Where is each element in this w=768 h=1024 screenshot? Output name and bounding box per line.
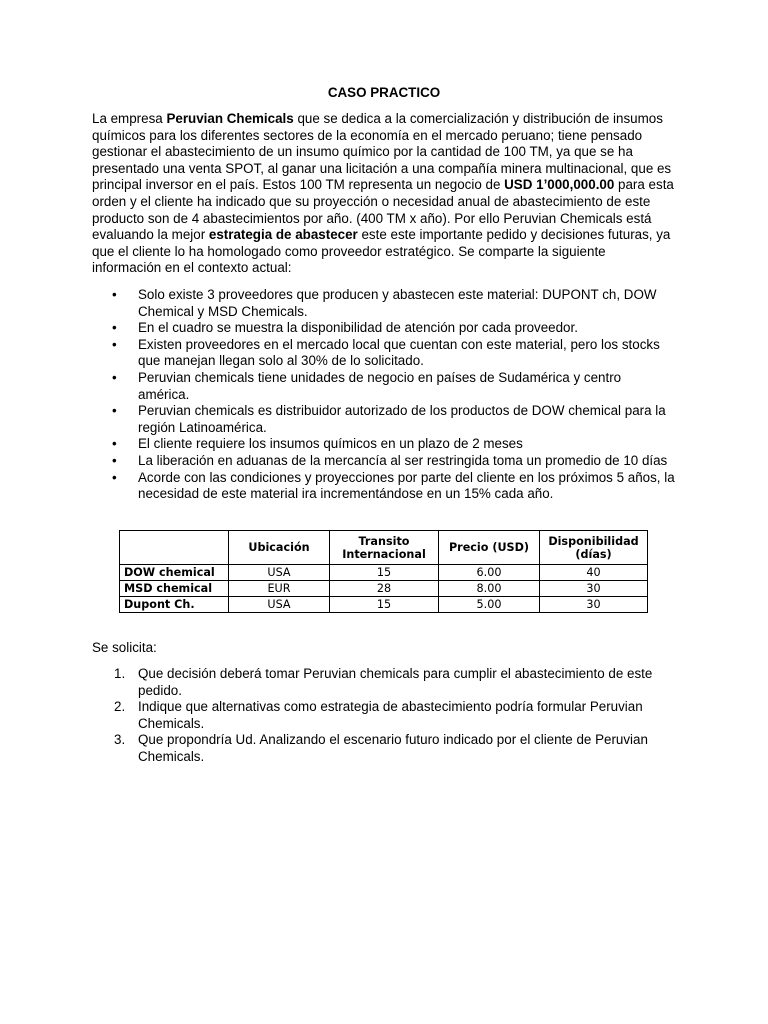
list-item (92, 287, 676, 320)
list-item (92, 337, 676, 370)
table-header-location: Ubicación (229, 531, 330, 565)
list-item-text: Existen proveedores en el mercado local que cuentan con este material, pero los stocks que manejan llegan solo al 30% de lo solicitado. (138, 336, 660, 369)
list-item-text: Peruvian chemicals es distribuidor autorizado de los productos de DOW chemical para la región Latinoamérica. (138, 403, 666, 435)
table-row (120, 565, 648, 581)
intro-text-4: este este importante pedido y decisiones futuras, ya que el cliente lo ha homologado como proveedor estratégico. Se comparte la siguiente información en el contexto actual: (92, 227, 671, 276)
list-item-text: Que decisión deberá tomar Peruvian chemicals para cumplir el abastecimiento de este pedido. (138, 666, 653, 698)
table-header-price: Precio (USD) (439, 531, 540, 565)
list-item (92, 732, 676, 765)
list-item (92, 699, 676, 732)
bullet-icon: • (112, 287, 117, 302)
request-label: Se solicita: (92, 640, 157, 655)
table-header-blank (120, 531, 229, 565)
supplier-table (119, 530, 648, 613)
bullet-icon: • (112, 320, 117, 336)
list-item-text: En el cuadro se muestra la disponibilidad de atención por cada proveedor. (138, 320, 578, 336)
list-number: 3. (114, 732, 126, 748)
bullet-icon: • (112, 436, 117, 452)
list-number: 2. (114, 699, 126, 715)
context-bullet-list (92, 287, 676, 503)
table-cell-supplier: MSD chemical (120, 581, 229, 597)
company-name: Peruvian Chemicals (166, 111, 294, 126)
table-header-row (120, 531, 648, 565)
intro-text-1: La empresa (92, 111, 167, 126)
intro-text-3: para esta orden y el cliente ha indicado que su proyección o necesidad anual de abastecimiento de este producto son de 4 abastecimientos por año. (400 TM x año). Por ello Peruvian Chemicals está evaluando la mejor (92, 177, 674, 243)
table-cell-availability: 30 (540, 597, 648, 613)
intro-text-2: que se dedica a la comercialización y distribución de insumos químicos para los diferentes sectores de la economía en el mercado peruano; tiene pensado gestionar el abastecimiento de un insumo químico por la cantidad de 100 TM, ya que se ha presentado una venta SPOT, al ganar una licitación a una compañía minera multinacional, que es principal inversor en el país. Estos 100 TM representa un negocio de (92, 111, 672, 193)
table-cell-supplier: DOW chemical (120, 565, 229, 581)
list-item-text: Peruvian chemicals tiene unidades de negocio en países de Sudamérica y centro américa. (138, 369, 622, 402)
table-cell-transit: 15 (330, 597, 439, 613)
page-title: CASO PRACTICO (327, 85, 441, 100)
list-item-text: Indique que alternativas como estrategia de abastecimiento podría formular Peruvian Chemicals. (138, 699, 643, 731)
table-row (120, 581, 648, 597)
table-cell-price: 5.00 (439, 597, 540, 613)
list-item (92, 453, 676, 470)
table-row (120, 597, 648, 613)
list-item (92, 436, 676, 453)
table-cell-transit: 28 (330, 581, 439, 597)
order-amount: USD 1’000,000.00 (504, 177, 615, 193)
list-item-text: Solo existe 3 proveedores que producen y abastecen este material: DUPONT ch, DOW Chemical y MSD Chemicals. (138, 287, 657, 319)
bullet-icon: • (112, 336, 117, 352)
table-cell-location: USA (229, 565, 330, 581)
table-cell-price: 8.00 (439, 581, 540, 597)
list-item-text: El cliente requiere los insumos químicos en un plazo de 2 meses (138, 436, 523, 452)
list-item-text: La liberación en aduanas de la mercancía al ser restringida toma un promedio de 10 días (138, 452, 668, 468)
bullet-icon: • (112, 469, 117, 485)
table-cell-supplier: Dupont Ch. (120, 597, 229, 613)
table-cell-transit: 15 (330, 565, 439, 581)
table-cell-availability: 40 (540, 565, 648, 581)
list-item (92, 320, 676, 337)
list-number: 1. (114, 666, 126, 681)
list-item (92, 666, 676, 699)
table-header-transit: Transito Internacional (330, 531, 439, 565)
table-cell-price: 6.00 (439, 565, 540, 581)
table-header-availability: Disponibilidad (días) (540, 531, 648, 565)
table-cell-location: USA (229, 597, 330, 613)
bullet-icon: • (112, 452, 117, 468)
table-cell-location: EUR (229, 581, 330, 597)
list-item-text: Que propondría Ud. Analizando el escenario futuro indicado por el cliente de Peruvian Chemicals. (138, 732, 648, 764)
table-cell-availability: 30 (540, 581, 648, 597)
list-item-text: Acorde con las condiciones y proyecciones por parte del cliente en los próximos 5 años, la necesidad de este material ira incrementándose en un 15% cada año. (138, 469, 675, 502)
list-item (92, 370, 676, 403)
intro-paragraph (92, 111, 676, 277)
list-item (92, 403, 676, 436)
bullet-icon: • (112, 403, 117, 419)
list-item (92, 470, 676, 503)
bullet-icon: • (112, 369, 117, 385)
strategy-phrase: estrategia de abastecer (208, 227, 358, 243)
request-numbered-list (92, 666, 676, 766)
